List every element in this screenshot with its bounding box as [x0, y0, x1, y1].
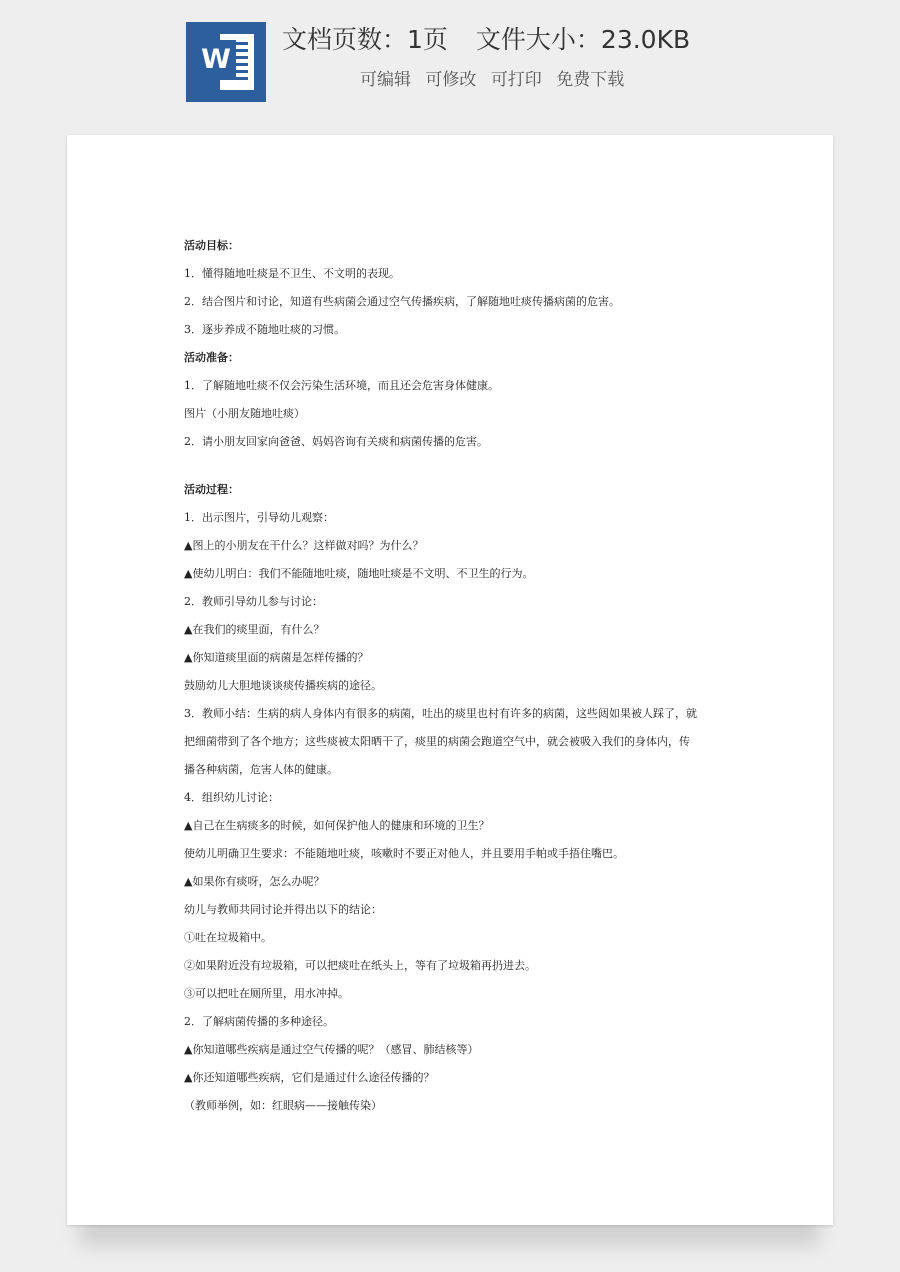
section-heading-process: 活动过程： [184, 483, 239, 496]
document-body [184, 232, 744, 1120]
file-size-label: 文件大小：23.0KB [475, 25, 691, 54]
paragraph: （教师举例，如：红眼病——接触传染） [184, 1099, 382, 1112]
paragraph: 1．了解随地吐痰不仅会污染生活环境，而且还会危害身体健康。 [184, 379, 499, 392]
paragraph: ▲你还知道哪些疾病，它们是通过什么途径传播的？ [184, 1071, 435, 1084]
document-page [67, 135, 833, 1225]
paragraph: ▲你知道哪些疾病是通过空气传播的呢？（感冒、肺结核等） [184, 1043, 479, 1056]
paragraph: 鼓励幼儿大胆地谈谈痰传播疾病的途径。 [184, 679, 382, 692]
paragraph: 3．逐步养成不随地吐痰的习惯。 [184, 323, 345, 336]
file-info [282, 20, 752, 60]
section-heading-goals: 活动目标： [184, 239, 239, 252]
section-heading-preparation: 活动准备： [184, 351, 239, 364]
paragraph: 图片（小朋友随地吐痰） [184, 407, 305, 420]
paragraph: 把细菌带到了各个地方；这些痰被太阳晒干了，痰里的病菌会跑道空气中，就会被吸入我们的身体内，传 [184, 735, 690, 748]
feature-list [360, 65, 660, 91]
paragraph: ②如果附近没有垃圾箱，可以把痰吐在纸头上，等有了垃圾箱再扔进去。 [184, 959, 536, 972]
feature-editable: 可编辑 [360, 70, 411, 90]
paragraph: ▲图上的小朋友在干什么？这样做对吗？为什么？ [184, 539, 424, 552]
paragraph: ▲自己在生病痰多的时候，如何保护他人的健康和环境的卫生？ [184, 819, 490, 832]
page-count-label: 文档页数：1页 [282, 25, 448, 54]
word-letter-icon: W [196, 40, 236, 80]
blank-line [184, 456, 744, 476]
paragraph: ▲你知道痰里面的病菌是怎样传播的？ [184, 651, 369, 664]
paragraph: 2．教师引导幼儿参与讨论： [184, 595, 323, 608]
paragraph: 幼儿与教师共同讨论并得出以下的结论： [184, 903, 382, 916]
paragraph: 播各种病菌，危害人体的健康。 [184, 763, 338, 776]
paragraph: ▲在我们的痰里面，有什么？ [184, 623, 325, 636]
paragraph: 使幼儿明确卫生要求：不能随地吐痰，咳嗽时不要正对他人，并且要用手帕或手捂住嘴巴。 [184, 847, 624, 860]
paragraph: ③可以把吐在厕所里，用水冲掉。 [184, 987, 349, 1000]
feature-free-download: 免费下载 [556, 70, 625, 90]
word-document-icon [186, 22, 266, 102]
feature-printable: 可打印 [490, 70, 542, 90]
feature-modifiable: 可修改 [425, 70, 477, 90]
paragraph: 2．结合图片和讨论，知道有些病菌会通过空气传播疾病，了解随地吐痰传播病菌的危害。 [184, 295, 620, 308]
paragraph: ①吐在垃圾箱中。 [184, 931, 272, 944]
paragraph: 2．了解病菌传播的多种途径。 [184, 1015, 334, 1028]
paragraph: ▲如果你有痰呀，怎么办呢？ [184, 875, 325, 888]
paragraph: ▲使幼儿明白：我们不能随地吐痰，随地吐痰是不文明、不卫生的行为。 [184, 567, 534, 580]
paragraph: 4．组织幼儿讨论： [184, 791, 279, 804]
paragraph: 1．懂得随地吐痰是不卫生、不文明的表现。 [184, 267, 400, 280]
paragraph: 1．出示图片，引导幼儿观察： [184, 511, 334, 524]
paragraph: 3．教师小结：生病的病人身体内有很多的病菌，吐出的痰里也村有许多的病菌，这些闼如果被人踩了，就 [184, 707, 697, 720]
download-header [0, 0, 900, 120]
paragraph: 2．请小朋友回家向爸爸、妈妈咨询有关痰和病菌传播的危害。 [184, 435, 488, 448]
